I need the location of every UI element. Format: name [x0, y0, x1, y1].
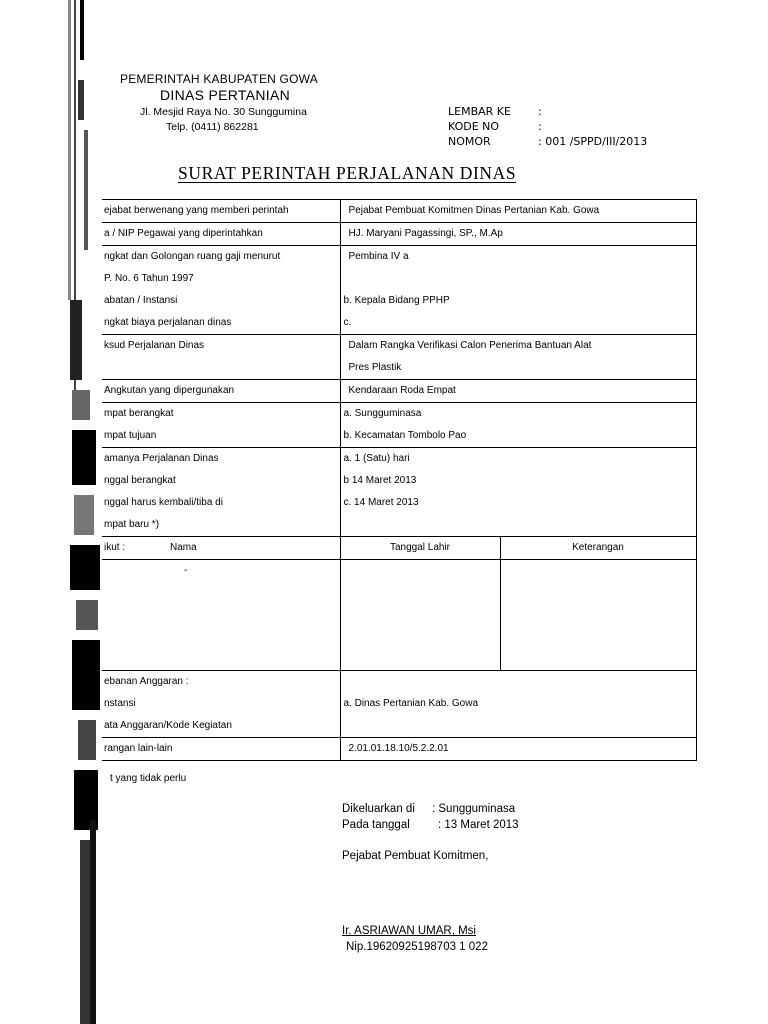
lembar-value: : [538, 105, 542, 118]
row-value: Pembina IV a [348, 251, 409, 262]
row-label: nggal berangkat [104, 475, 176, 486]
row-label: ksud Perjalanan Dinas [104, 340, 205, 351]
scan-edge-artifact [64, 0, 106, 1024]
table-row [102, 738, 696, 761]
table-row [102, 200, 696, 223]
row-value: a. Dinas Pertanian Kab. Gowa [343, 698, 479, 709]
row-value: c. [343, 317, 352, 328]
letterhead-phone: Telp. (0411) 862281 [166, 121, 259, 133]
letterhead-agency: DINAS PERTANIAN [160, 87, 291, 103]
row-value: Dalam Rangka Verifikasi Calon Penerima Bantuan Alat [348, 340, 592, 351]
row-value: a. 1 (Satu) hari [343, 453, 410, 464]
signer-nip: Nip.19620925198703 1 022 [346, 941, 488, 953]
table-row [102, 560, 696, 671]
issued-value: : Sungguminasa [432, 803, 516, 815]
letterhead-government: PEMERINTAH KABUPATEN GOWA [120, 72, 318, 86]
date-value: : 13 Maret 2013 [438, 819, 519, 831]
footnote: t yang tidak perlu [110, 773, 187, 784]
column-header-birthdate: Tanggal Lahir [389, 542, 451, 553]
row-label: ebanan Anggaran : [104, 676, 189, 687]
table-row [102, 403, 696, 448]
kode-label: KODE NO [448, 120, 500, 133]
row-label: nstansi [104, 698, 136, 709]
followers-label: ikut : [104, 542, 126, 553]
row-label: ejabat berwenang yang memberi perintah [104, 205, 289, 216]
signer-role: Pejabat Pembuat Komitmen, [342, 850, 489, 862]
row-value: b. Kecamatan Tombolo Pao [343, 430, 467, 441]
lembar-label: LEMBAR KE [448, 105, 511, 118]
travel-order-table [102, 199, 697, 761]
row-label: rangan lain-lain [104, 743, 173, 754]
nomor-label: NOMOR [448, 135, 491, 148]
document-title: SURAT PERINTAH PERJALANAN DINAS [178, 163, 517, 183]
row-value: Pejabat Pembuat Komitmen Dinas Pertanian Kab. Gowa [348, 205, 600, 216]
row-value: Kendaraan Roda Empat [348, 385, 456, 396]
row-label: mpat tujuan [104, 430, 157, 441]
nomor-value: : 001 /SPPD/III/2013 [538, 135, 648, 148]
row-value: a. Sungguminasa [343, 408, 422, 419]
row-label: mpat baru *) [104, 519, 160, 530]
table-row [102, 448, 696, 537]
row-value: 2.01.01.18.10/5.2.2.01 [348, 743, 449, 754]
row-label: ngkat dan Golongan ruang gaji menurut [104, 251, 281, 262]
column-header-name: Nama [170, 542, 197, 553]
table-row [102, 537, 696, 560]
row-value: b 14 Maret 2013 [343, 475, 417, 486]
issued-label: Dikeluarkan di [342, 803, 415, 815]
row-label: abatan / Instansi [104, 295, 178, 306]
row-value: c. 14 Maret 2013 [343, 497, 419, 508]
row-value: HJ. Maryani Pagassingi, SP., M.Ap [348, 228, 503, 239]
row-value: Pres Plastik [348, 362, 402, 373]
table-row [102, 335, 696, 380]
row-label: ngkat biaya perjalanan dinas [104, 317, 232, 328]
row-label: Angkutan yang dipergunakan [104, 385, 235, 396]
kode-value: : [538, 120, 542, 133]
column-header-remarks: Keterangan [572, 542, 624, 553]
signer-name: Ir. ASRIAWAN UMAR, Msi [342, 925, 476, 937]
empty-name-dash: - [184, 565, 188, 576]
row-label: P. No. 6 Tahun 1997 [104, 273, 194, 284]
row-label: nggal harus kembali/tiba di [104, 497, 223, 508]
row-label: amanya Perjalanan Dinas [104, 453, 219, 464]
table-row [102, 380, 696, 403]
table-row [102, 223, 696, 246]
row-label: mpat berangkat [104, 408, 174, 419]
table-row [102, 246, 696, 335]
letterhead-address: Jl. Mesjid Raya No. 30 Sunggumina [140, 106, 307, 118]
row-label: ata Anggaran/Kode Kegiatan [104, 720, 232, 731]
row-label: a / NIP Pegawai yang diperintahkan [104, 228, 263, 239]
row-value: b. Kepala Bidang PPHP [343, 295, 450, 306]
date-label: Pada tanggal [342, 819, 410, 831]
table-row [102, 671, 696, 738]
